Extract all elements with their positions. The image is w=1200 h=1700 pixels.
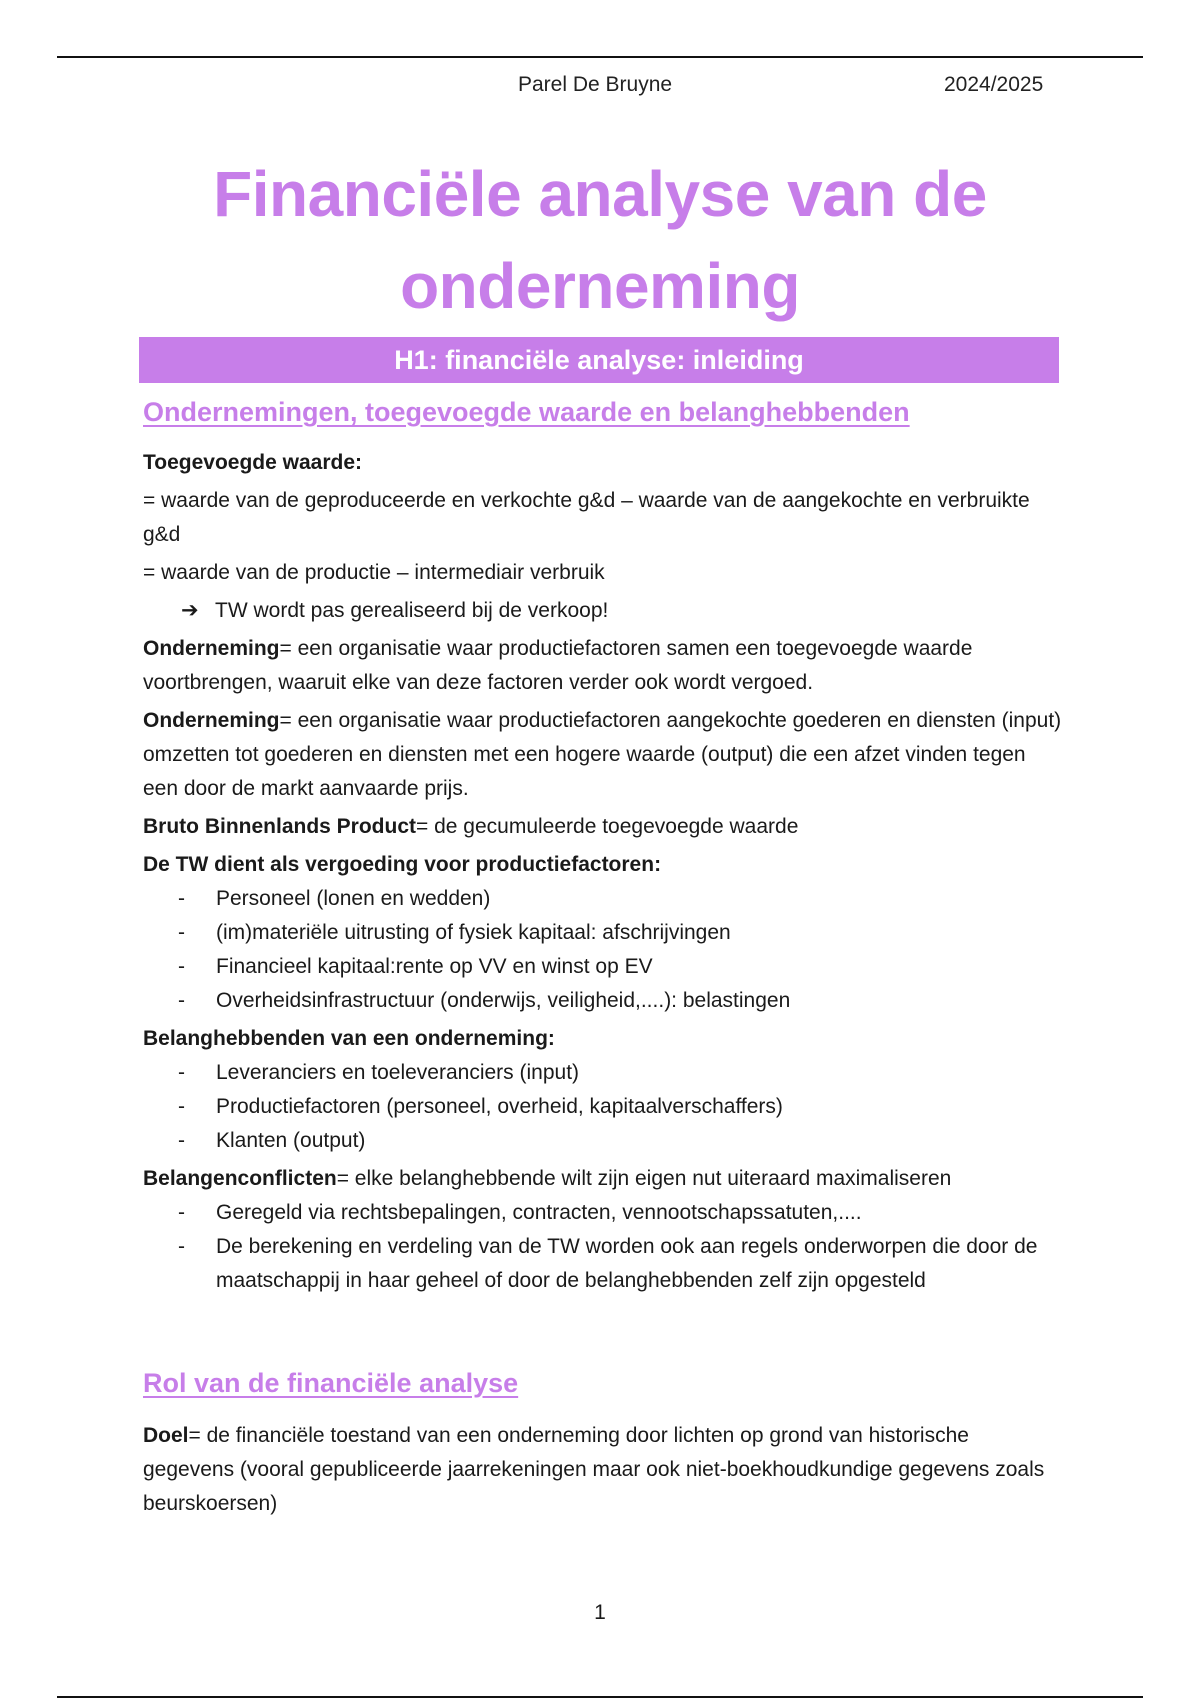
section-heading-ondernemingen: Ondernemingen, toegevoegde waarde en belanghebbenden [143,397,910,427]
term: Belangenconflicten [143,1167,337,1190]
doel-definition: Doel= de financiële toestand van een onderneming door lichten op grond van historische gegevens (vooral gepubliceerde jaarrekeningen maar ook niet-boekhoudkundige gegevens zoals beurskoersen) [143,1424,1045,1515]
tw-definition-2: = waarde van de productie – intermediair verbruik [143,561,605,584]
arrow-right-icon: ➔ [181,599,199,622]
bbp-definition: Bruto Binnenlands Product= de gecumuleerde toegevoegde waarde [143,815,799,838]
list-item: - Productiefactoren (personeel, overheid, kapitaalverschaffers) [178,1095,783,1118]
header-author: Parel De Bruyne [518,73,673,96]
term: Onderneming [143,637,280,660]
stakeholders-list [143,1056,1063,1158]
list-item: - De berekening en verdeling van de TW worden ook aan regels onderworpen die door de maatschappij in haar geheel of door de belanghebbenden zelf zijn opgesteld [178,1235,1038,1292]
list-item: - Geregeld via rechtsbepalingen, contracten, vennootschapssatuten,.... [178,1201,862,1224]
section-ondernemingen-body [143,446,1063,1298]
term: Doel [143,1424,189,1447]
factors-label: De TW dient als vergoeding voor productiefactoren: [143,853,662,876]
list-item: - Financieel kapitaal:rente op VV en winst op EV [178,955,653,978]
title-line-2: onderneming [400,250,800,322]
section-heading-rol: Rol van de financiële analyse [143,1368,519,1398]
tw-note [143,594,1063,628]
document-title [143,148,1057,332]
factors-list [143,882,1063,1018]
footer-rule [57,1696,1143,1698]
stakeholders-label: Belanghebbenden van een onderneming: [143,1027,555,1050]
conflicts-list [143,1196,1063,1298]
term: Onderneming [143,709,280,732]
tw-label: Toegevoegde waarde: [143,451,363,474]
term: Bruto Binnenlands Product [143,815,416,838]
title-line-1: Financiële analyse van de [213,158,987,230]
list-item: - Personeel (lonen en wedden) [178,887,491,910]
tw-note-text: TW wordt pas gerealiseerd bij de verkoop! [215,599,609,622]
tw-definition-1: = waarde van de geproduceerde en verkochte g&d – waarde van de aangekochte en verbruikte g&d [143,489,1030,546]
onderneming-definition-1: Onderneming= een organisatie waar productiefactoren samen een toegevoegde waarde voortbrengen, waaruit elke van deze factoren verder ook wordt vergoed. [143,637,973,694]
header-year: 2024/2025 [944,73,1044,96]
list-item: - Leveranciers en toeleveranciers (input) [178,1061,580,1084]
list-item: - Overheidsinfrastructuur (onderwijs, veiligheid,....): belastingen [178,989,791,1012]
list-item: - (im)materiële uitrusting of fysiek kapitaal: afschrijvingen [178,921,731,944]
page-number: 1 [594,1601,606,1624]
onderneming-definition-2: Onderneming= een organisatie waar productiefactoren aangekochte goederen en diensten (input) omzetten tot goederen en diensten met een hogere waarde (output) die een afzet vinden tegen een door de markt aanvaarde prijs. [143,709,1062,800]
chapter-heading: H1: financiële analyse: inleiding [139,337,1059,383]
list-item: - Klanten (output) [178,1129,366,1152]
header-rule [57,56,1143,58]
section-rol-body [143,1419,1063,1521]
conflicts-definition: Belangenconflicten= elke belanghebbende wilt zijn eigen nut uiteraard maximaliseren [143,1167,952,1190]
